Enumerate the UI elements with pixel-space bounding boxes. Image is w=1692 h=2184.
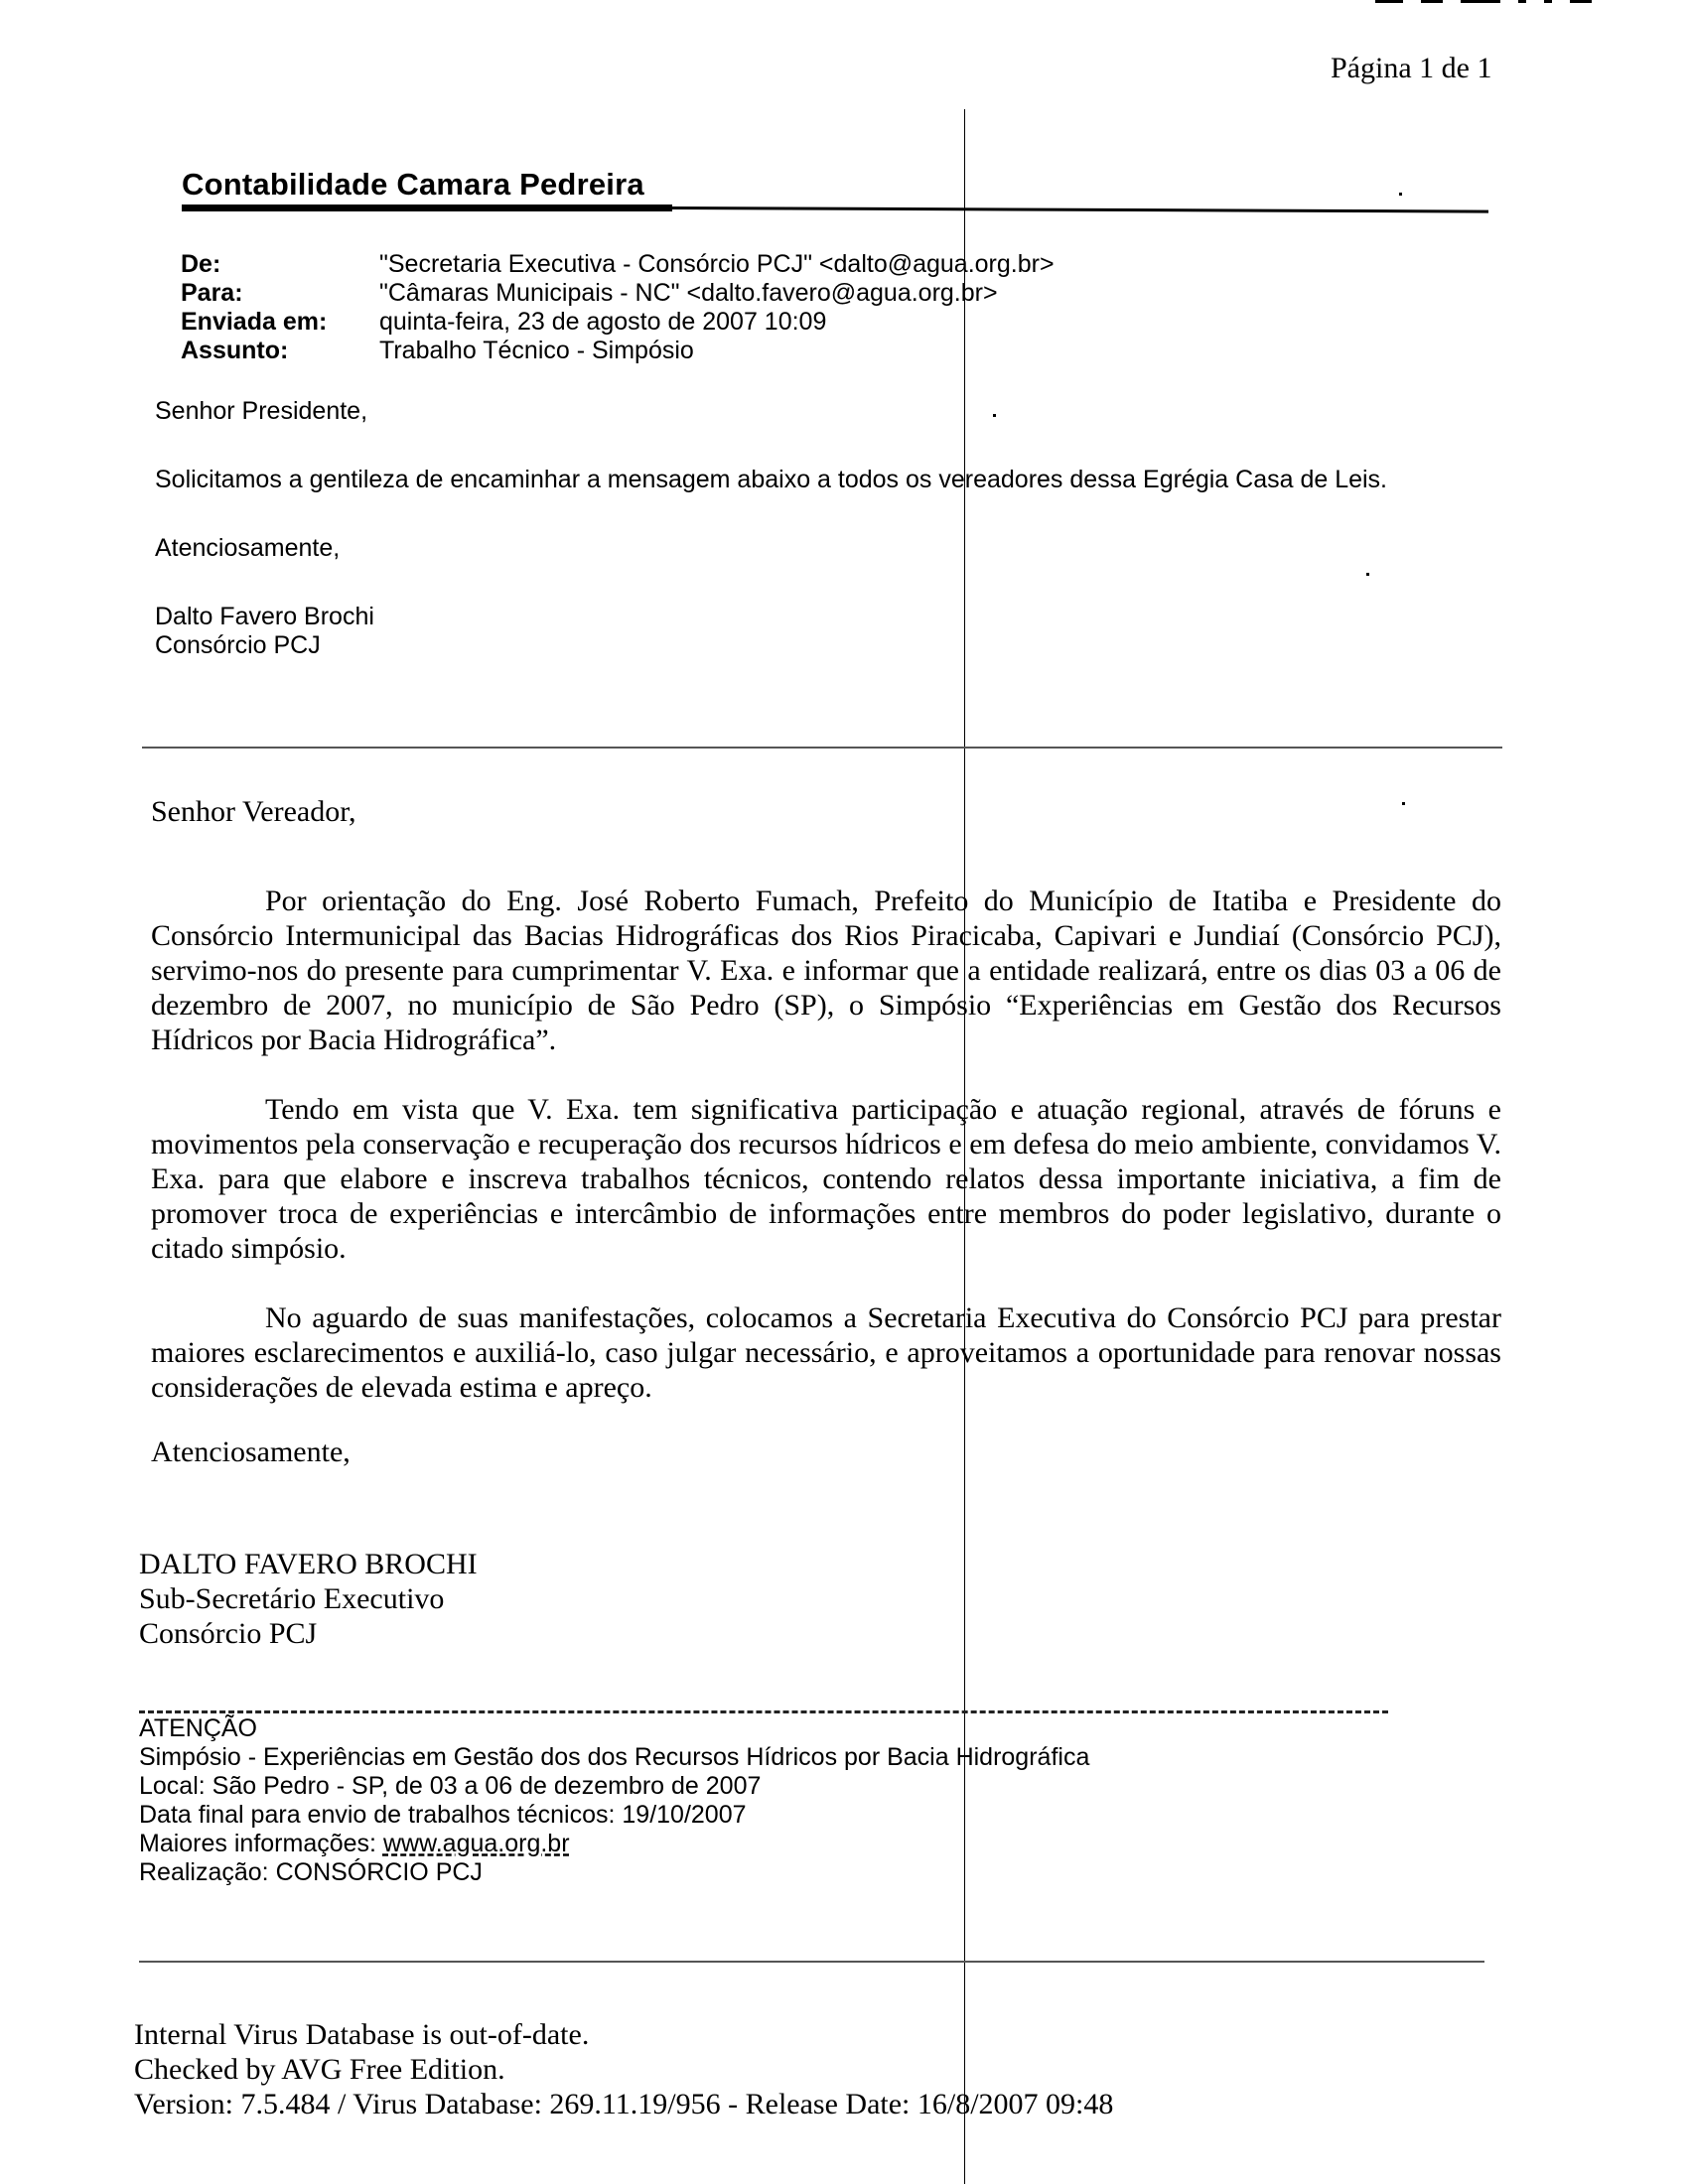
title-underline-bar xyxy=(182,205,672,211)
scan-artifact-marks xyxy=(1375,0,1673,6)
intro-body: Solicitamos a gentileza de encaminhar a mensagem abaixo a todos os vereadores dessa Egrégia Casa de Leis. xyxy=(155,466,1388,493)
attention-deadline: Data final para envio de trabalhos técnicos: 19/10/2007 xyxy=(139,1801,747,1829)
forward-message xyxy=(155,397,1495,660)
virus-notice xyxy=(134,2017,1113,2121)
signature-role: Sub-Secretário Executivo xyxy=(139,1582,445,1615)
intro-signature-name: Dalto Favero Brochi xyxy=(155,603,374,630)
virus-line-3: Version: 7.5.484 / Virus Database: 269.11.19/956 - Release Date: 16/8/2007 09:48 xyxy=(134,2088,1114,2120)
to-value: "Câmaras Municipais - NC" <dalto.favero@agua.org.br> xyxy=(379,279,998,307)
attention-divider xyxy=(139,1710,1388,1713)
attention-block xyxy=(139,1714,1089,1887)
from-value: "Secretaria Executiva - Consórcio PCJ" <dalto@agua.org.br> xyxy=(379,250,1055,278)
header-subject-row xyxy=(181,337,1055,365)
attention-heading: ATENÇÃO xyxy=(139,1714,257,1742)
virus-line-1: Internal Virus Database is out-of-date. xyxy=(134,2018,590,2051)
attention-info xyxy=(139,1830,1089,1858)
letter-paragraph: Por orientação do Eng. José Roberto Fumach, Prefeito do Município de Itatiba e Presidente do Consórcio Intermunicipal das Bacias Hidrográficas dos Rios Piracicaba, Capivari e Jundiaí (Consórcio PCJ), servimo-nos do presente para cumprimentar V. Exa. e informar que a entidade realizará, entre os dias 03 a 06 de dezembro de 2007, no município de São Pedro (SP), o Simpósio “Experiências em Gestão dos Recursos Hídricos por Bacia Hidrográfica”. xyxy=(151,885,1501,1056)
intro-signature-org: Consórcio PCJ xyxy=(155,631,321,659)
email-header-fields xyxy=(181,250,1055,365)
letter-paragraph: No aguardo de suas manifestações, colocamos a Secretaria Executiva do Consórcio PCJ para prestar maiores esclarecimentos e auxiliá-lo, caso julgar necessário, e aproveitamos a oportunidade para renovar nossas considerações de elevada estima e apreço. xyxy=(151,1301,1501,1404)
section-divider xyxy=(142,747,1502,749)
intro-salutation: Senhor Presidente, xyxy=(155,397,368,425)
letter-signature xyxy=(139,1547,478,1651)
page-number: Página 1 de 1 xyxy=(1331,52,1492,84)
virus-divider xyxy=(139,1961,1484,1963)
letter-salutation: Senhor Vereador, xyxy=(151,795,356,828)
letter-closing: Atenciosamente, xyxy=(151,1435,351,1468)
attention-event: Simpósio - Experiências em Gestão dos dos Recursos Hídricos por Bacia Hidrográfica xyxy=(139,1743,1090,1771)
attention-organizer: Realização: CONSÓRCIO PCJ xyxy=(139,1858,483,1886)
from-label: De: xyxy=(181,250,221,278)
letter-paragraph: Tendo em vista que V. Exa. tem significativa participação e atuação regional, através de fóruns e movimentos pela conservação e recuperação dos recursos hídricos e em defesa do meio ambiente, convidamos V. Exa. para que elabore e inscreva trabalhos técnicos, contendo relatos dessa importante iniciativa, a fim de promover troca de experiências e intercâmbio de informações entre membros do poder legislativo, durante o citado simpósio. xyxy=(151,1093,1501,1265)
intro-closing: Atenciosamente, xyxy=(155,534,341,562)
sent-value: quinta-feira, 23 de agosto de 2007 10:09 xyxy=(379,308,827,336)
info-label: Maiores informações: xyxy=(139,1830,383,1857)
header-divider xyxy=(672,206,1488,213)
virus-line-2: Checked by AVG Free Edition. xyxy=(134,2053,505,2086)
header-sent-row xyxy=(181,308,1055,337)
to-label: Para: xyxy=(181,279,243,307)
info-link[interactable]: www.agua.org.br xyxy=(382,1830,570,1857)
scan-speck xyxy=(1399,193,1402,196)
letter-body xyxy=(151,794,1501,1469)
document-title: Contabilidade Camara Pedreira xyxy=(182,167,644,202)
subject-value: Trabalho Técnico - Simpósio xyxy=(379,337,694,364)
sent-label: Enviada em: xyxy=(181,308,328,336)
header-to-row xyxy=(181,279,1055,308)
attention-location: Local: São Pedro - SP, de 03 a 06 de dezembro de 2007 xyxy=(139,1772,762,1800)
subject-label: Assunto: xyxy=(181,337,289,364)
header-from-row xyxy=(181,250,1055,279)
signature-name: DALTO FAVERO BROCHI xyxy=(139,1548,478,1580)
signature-org: Consórcio PCJ xyxy=(139,1617,318,1650)
